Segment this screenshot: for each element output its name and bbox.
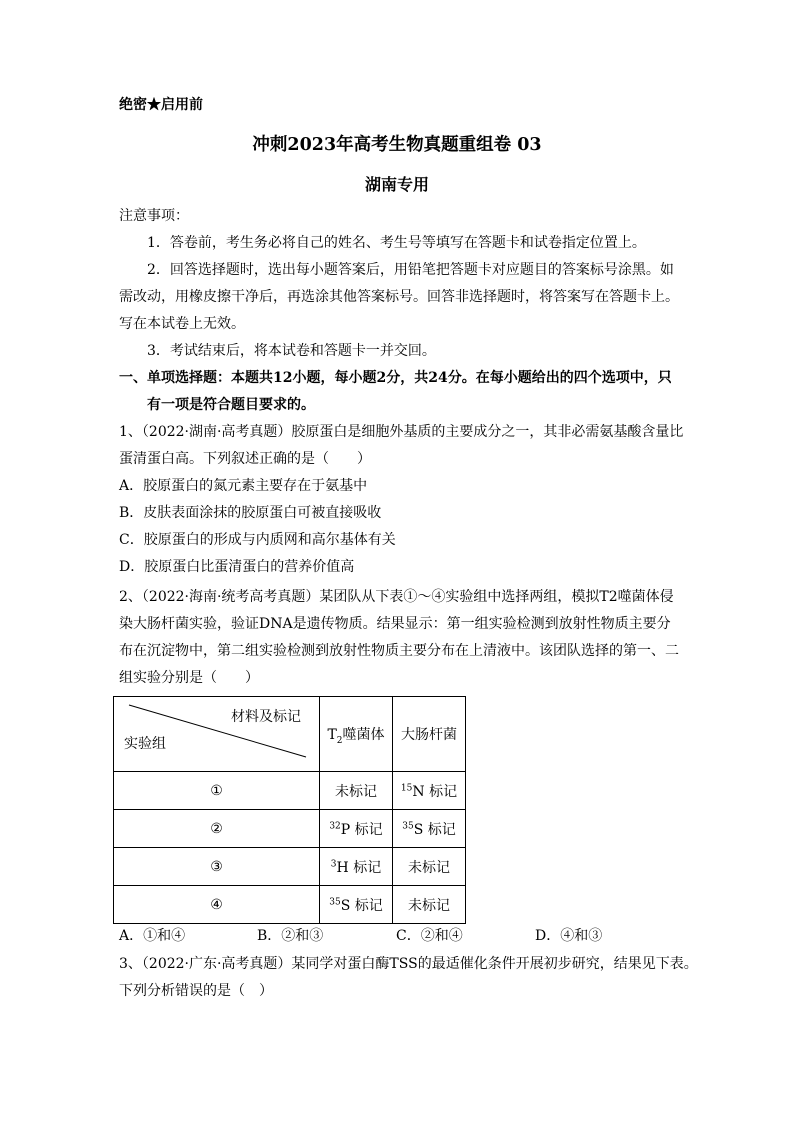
header-phage-main: T [327, 727, 337, 743]
notice-item-1: 1．答卷前，考生务必将自己的姓名、考生号等填写在答题卡和试卷指定位置上。 [147, 235, 646, 251]
q2-stem-line-4: 组实验分别是（ ） [119, 670, 259, 686]
q1-stem-line-2: 蛋清蛋白高。下列叙述正确的是（ ） [119, 451, 371, 467]
q2-option-b: B．②和③ [257, 928, 324, 944]
q2-option-c: C．②和④ [396, 928, 463, 944]
ecoli-cell: $^{15}$N 标记 [393, 772, 466, 810]
phage-cell: $^3$H 标记 [320, 848, 393, 886]
q3-stem-line-2: 下列分析错误的是（ ） [119, 983, 273, 999]
corner-label-groups: 实验组 [124, 736, 166, 752]
header-phage [320, 697, 393, 772]
table-header-row [114, 697, 466, 772]
notice-heading: 注意事项： [119, 208, 189, 224]
phage-cell: 未标记 [320, 772, 393, 810]
q1-option-a: A．胶原蛋白的氮元素主要存在于氨基中 [119, 478, 368, 494]
q3-stem-line-1: 3、（2022·广东·高考真题）某同学对蛋白酶TSS的最适催化条件开展初步研究，结果见下表。 [119, 956, 698, 972]
header-phage-rest: 噬菌体 [342, 727, 385, 743]
group-cell: ④ [114, 886, 320, 924]
phage-cell: $^{35}$S 标记 [320, 886, 393, 924]
notice-item-2-line-1: 2．回答选择题时，选出每小题答案后，用铅笔把答题卡对应题目的答案标号涂黑。如 [147, 262, 674, 278]
ecoli-cell: $^{35}$S 标记 [393, 810, 466, 848]
q1-option-c: C．胶原蛋白的形成与内质网和高尔基体有关 [119, 532, 396, 548]
q2-option-a: A．①和④ [119, 928, 186, 944]
notice-item-2-line-3: 写在本试卷上无效。 [119, 316, 245, 332]
experiment-table [113, 696, 466, 924]
q1-option-b: B．皮肤表面涂抹的胶原蛋白可被直接吸收 [119, 505, 382, 521]
table-row [114, 772, 466, 810]
q2-stem-line-1: 2、（2022·海南·统考高考真题）某团队从下表①～④实验组中选择两组，模拟T2噬菌体侵 [119, 589, 674, 605]
ecoli-cell: 未标记 [393, 848, 466, 886]
table-row [114, 848, 466, 886]
phage-cell: $^{32}$P 标记 [320, 810, 393, 848]
q2-stem-line-2: 染大肠杆菌实验，验证DNA是遗传物质。结果显示：第一组实验检测到放射性物质主要分 [119, 616, 671, 632]
exam-title: 冲刺2023年高考生物真题重组卷 03 [252, 135, 542, 155]
q1-stem-line-1: 1、（2022·湖南·高考真题）胶原蛋白是细胞外基质的主要成分之一，其非必需氨基酸含量比 [119, 424, 684, 440]
table-row [114, 810, 466, 848]
notice-item-2-line-2: 需改动，用橡皮擦干净后，再选涂其他答案标号。回答非选择题时，将答案写在答题卡上。 [119, 289, 679, 305]
header-phage-sub: 2 [336, 735, 343, 746]
group-cell: ③ [114, 848, 320, 886]
corner-label-materials: 材料及标记 [231, 709, 301, 725]
section-heading-line-2: 有一项是符合题目要求的。 [147, 397, 315, 413]
ecoli-cell: 未标记 [393, 886, 466, 924]
group-cell: ② [114, 810, 320, 848]
q2-option-d: D．④和③ [535, 928, 603, 944]
notice-item-3: 3．考试结束后，将本试卷和答题卡一并交回。 [147, 343, 436, 359]
table-corner-cell [114, 697, 320, 772]
section-heading-line-1: 一、单项选择题：本题共12小题，每小题2分，共24分。在每小题给出的四个选项中，只 [119, 370, 672, 386]
exam-subtitle: 湖南专用 [364, 175, 429, 194]
q2-stem-line-3: 布在沉淀物中，第二组实验检测到放射性物质主要分布在上清液中。该团队选择的第一、二 [119, 643, 679, 659]
table-row [114, 886, 466, 924]
q1-option-d: D．胶原蛋白比蛋清蛋白的营养价值高 [119, 559, 355, 575]
group-cell: ① [114, 772, 320, 810]
header-ecoli: 大肠杆菌 [393, 697, 466, 772]
confidential-mark: 绝密★启用前 [119, 97, 203, 113]
